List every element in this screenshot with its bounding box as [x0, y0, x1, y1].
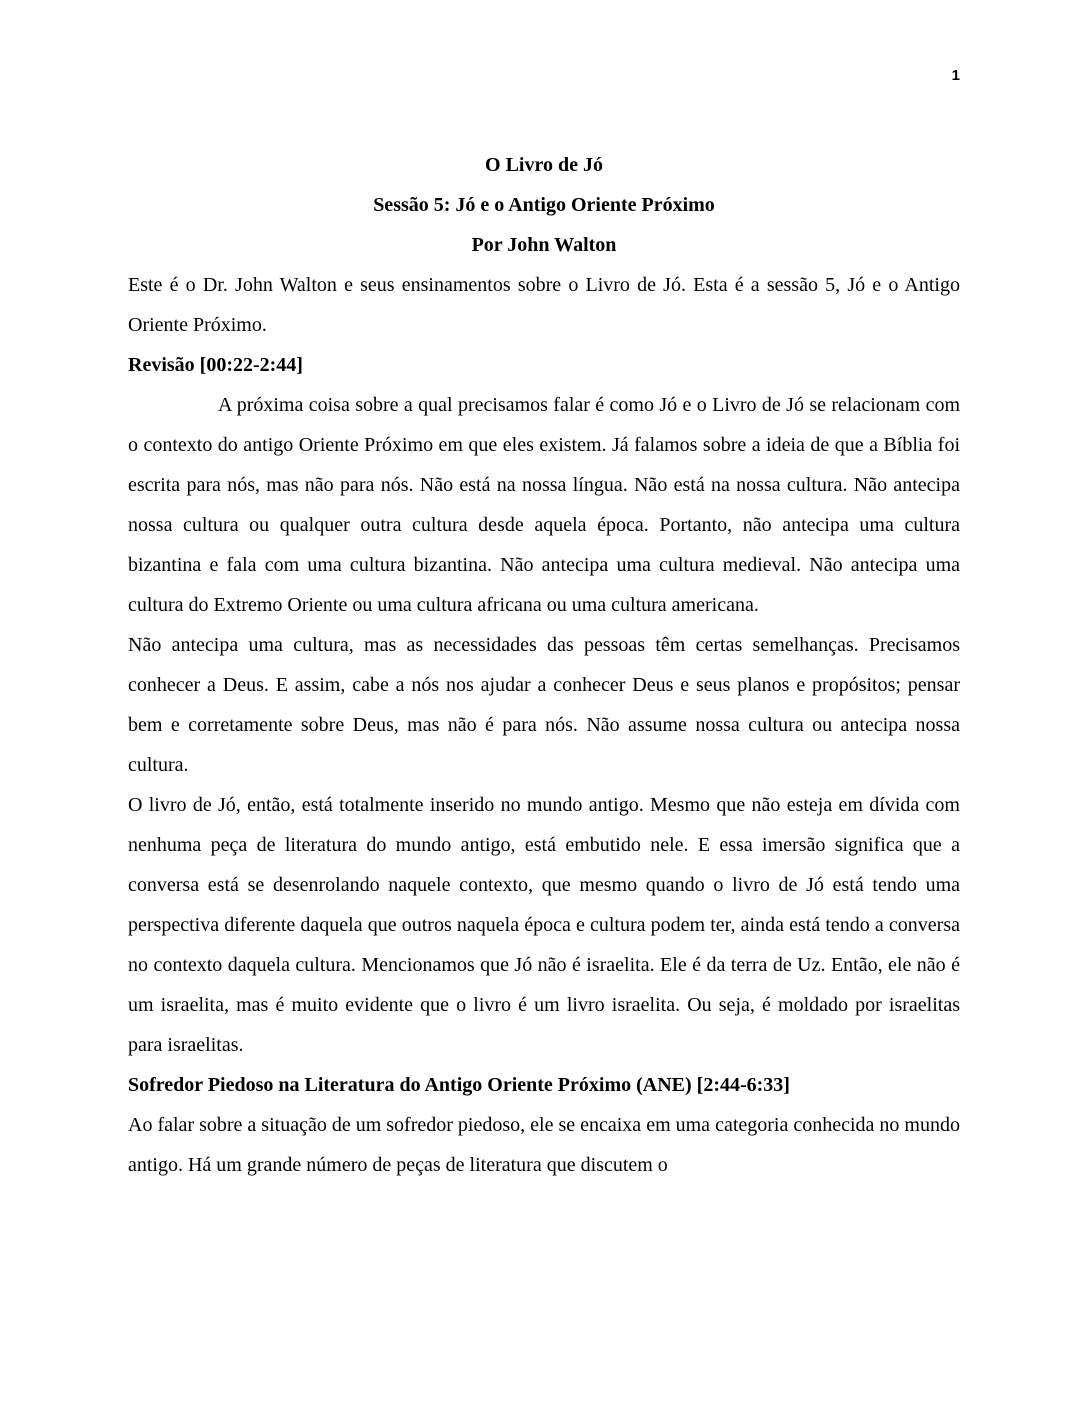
page-number: 1: [951, 67, 960, 84]
section-heading-pious-sufferer: Sofredor Piedoso na Literatura do Antigo Oriente Próximo (ANE) [2:44-6:33]: [128, 1074, 790, 1096]
section-heading-review: Revisão [00:22-2:44]: [128, 354, 303, 376]
paragraph: Não antecipa uma cultura, mas as necessidades das pessoas têm certas semelhanças. Precisamos conhecer a Deus. E assim, cabe a nós nos ajudar a conhecer Deus e seus planos e propósitos; pensar bem e corretamente sobre Deus, mas não é para nós. Não assume nossa cultura ou antecipa nossa cultura.: [128, 634, 960, 776]
document-body: [128, 145, 960, 1185]
paragraph: A próxima coisa sobre a qual precisamos falar é como Jó e o Livro de Jó se relacionam com o contexto do antigo Oriente Próximo em que eles existem. Já falamos sobre a ideia de que a Bíblia foi escrita para nós, mas não para nós. Não está na nossa língua. Não está na nossa cultura. Não antecipa nossa cultura ou qualquer outra cultura desde aquela época. Portanto, não antecipa uma cultura bizantina e fala com uma cultura bizantina. Não antecipa uma cultura medieval. Não antecipa uma cultura do Extremo Oriente ou uma cultura africana ou uma cultura americana.: [128, 394, 960, 616]
author-line: Por John Walton: [471, 234, 617, 256]
session-title: Sessão 5: Jó e o Antigo Oriente Próximo: [373, 194, 715, 216]
intro-paragraph: Este é o Dr. John Walton e seus ensinamentos sobre o Livro de Jó. Esta é a sessão 5, Jó e o Antigo Oriente Próximo.: [128, 274, 960, 336]
paragraph: Ao falar sobre a situação de um sofredor piedoso, ele se encaixa em uma categoria conhecida no mundo antigo. Há um grande número de peças de literatura que discutem o: [128, 1114, 960, 1176]
paragraph: O livro de Jó, então, está totalmente inserido no mundo antigo. Mesmo que não esteja em dívida com nenhuma peça de literatura do mundo antigo, está embutido nele. E essa imersão significa que a conversa está se desenrolando naquele contexto, que mesmo quando o livro de Jó está tendo uma perspectiva diferente daquela que outros naquela época e cultura podem ter, ainda está tendo a conversa no contexto daquela cultura. Mencionamos que Jó não é israelita. Ele é da terra de Uz. Então, ele não é um israelita, mas é muito evidente que o livro é um livro israelita. Ou seja, é moldado por israelitas para israelitas.: [128, 794, 960, 1056]
document-title: O Livro de Jó: [485, 154, 603, 176]
